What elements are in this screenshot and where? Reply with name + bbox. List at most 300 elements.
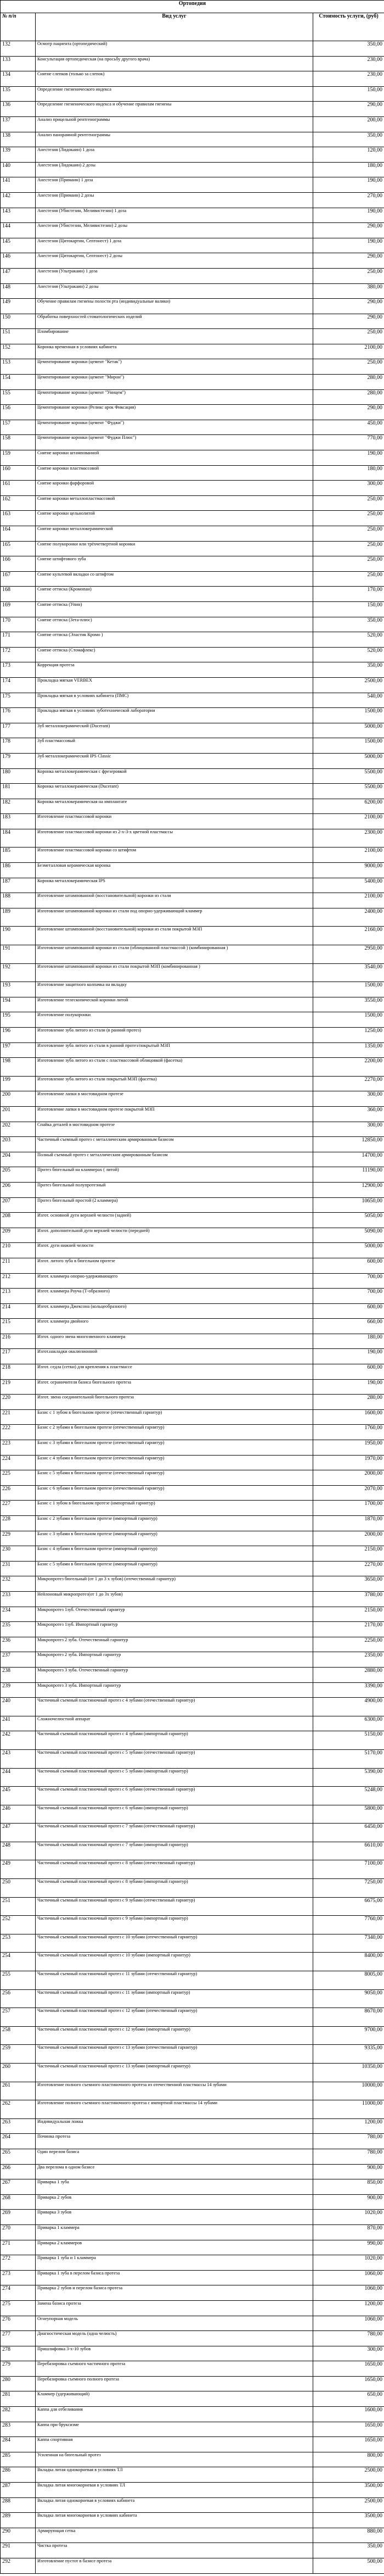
row-price: 1650,00 [313, 2437, 384, 2452]
table-row [1, 1319, 384, 1334]
row-service: Частичный съемный пластиночный протез с 7 зубами (импортный гарнитур) [36, 1842, 313, 1860]
table-row [1, 1842, 384, 1860]
row-number: 152 [1, 344, 36, 359]
row-service: Цементирование коронки (цемент "Фуджи Плюс") [36, 435, 313, 450]
table-row [1, 1953, 384, 1971]
table-row [1, 662, 384, 678]
row-service: Вкладка литая многокорневая в условиях ТЛ [36, 2483, 313, 2498]
row-price: 2070,00 [313, 1485, 384, 1501]
table-row [1, 2361, 384, 2377]
table-row [1, 677, 384, 693]
row-service: Изгот. кламмера Роуча (Т-образного) [36, 1289, 313, 1304]
row-number: 212 [1, 1273, 36, 1289]
column-header-price: Стоимость услуги, (руб) [313, 13, 384, 41]
row-price: 2270,00 [313, 1076, 384, 1091]
row-number: 160 [1, 465, 36, 481]
row-number: 172 [1, 647, 36, 662]
row-service: Базис с 6 зубами в бюгельном протезе (отечественный гарнитур) [36, 1485, 313, 1501]
row-number: 226 [1, 1485, 36, 1501]
row-price: 250,00 [313, 571, 384, 587]
row-service: Осмотр пациента (ортопедический) [36, 41, 313, 57]
row-number: 270 [1, 2224, 36, 2240]
table-row [1, 2422, 384, 2437]
row-number: 287 [1, 2483, 36, 2498]
row-service: Микропротез 1зуб. Импортный гарнитур [36, 1622, 313, 1637]
row-service: Частичный съемный пластиночный протез с 13 зубами (импортный гарнитур) [36, 2064, 313, 2082]
table-row [1, 1561, 384, 1576]
row-price: 2160,00 [313, 927, 384, 945]
row-service: Частичный съемный пластиночный протез с 10 зубами (импортный гарнитур) [36, 1953, 313, 1971]
row-price: 1060,00 [313, 2270, 384, 2285]
row-number: 194 [1, 997, 36, 1012]
row-number: 289 [1, 2513, 36, 2528]
row-service: Вкладка литая однокорневая в условиях ТЛ [36, 2467, 313, 2483]
row-number: 143 [1, 208, 36, 223]
row-service: Базис с 2 зубами в бюгельном протезе (импортный гарнитур) [36, 1516, 313, 1531]
row-price: 700,00 [313, 1273, 384, 1289]
row-service: Изгот. дуги нижней челюсти [36, 1243, 313, 1258]
row-service: Базис с 3 зубами в бюгельном протезе (импортный гарнитур) [36, 1531, 313, 1546]
row-service: Определение гигиенического индекса [36, 86, 313, 102]
table-row [1, 927, 384, 945]
row-number: 140 [1, 162, 36, 177]
row-service: Прокладка мягкая VERBEX [36, 677, 313, 693]
row-service: Частичный съемный пластиночный протез с 5 зубами (импортный гарнитур) [36, 1768, 313, 1787]
row-price: 280,00 [313, 389, 384, 405]
table-row [1, 1379, 384, 1395]
row-price: 5500,00 [313, 784, 384, 799]
row-number: 280 [1, 2376, 36, 2391]
table-row [1, 2194, 384, 2210]
row-service: Снятие полукоронки или трёхчетвертной коронки [36, 541, 313, 556]
row-number: 170 [1, 617, 36, 632]
table-row [1, 1440, 384, 1456]
table-row [1, 1258, 384, 1273]
row-service: Изготовление зуба литого из стали в ранний протез/покрытый МЗП [36, 1042, 313, 1058]
row-number: 266 [1, 2164, 36, 2179]
row-number: 271 [1, 2240, 36, 2255]
table-row [1, 1652, 384, 1668]
row-number: 273 [1, 2270, 36, 2285]
row-service: Сложночелюстной аппарат [36, 1716, 313, 1731]
row-service: Изготовление зуба литого из стали с пластмассовой облицовкой (фасетка) [36, 1058, 313, 1077]
row-price: 2100,00 [313, 893, 384, 908]
table-row [1, 1243, 384, 1258]
row-price: 8005,00 [313, 1971, 384, 1990]
row-number: 286 [1, 2467, 36, 2483]
row-number: 234 [1, 1607, 36, 1622]
table-row [1, 1768, 384, 1787]
table-row [1, 1228, 384, 1243]
row-number: 184 [1, 829, 36, 847]
row-service: Диагностическая модель (одна челюсть) [36, 2331, 313, 2346]
table-row [1, 420, 384, 435]
table-row [1, 1897, 384, 1916]
table-row [1, 2134, 384, 2149]
row-number: 132 [1, 41, 36, 57]
table-row [1, 2316, 384, 2331]
row-service: Микропротез бюгельный (от 1 до 3 х зубов) (отечественный гарнитур) [36, 1576, 313, 1592]
row-number: 259 [1, 2045, 36, 2064]
row-number: 190 [1, 927, 36, 945]
table-row [1, 1167, 384, 1183]
row-service: Коррекция протеза [36, 662, 313, 678]
row-service: Снятие коронки штампованной [36, 450, 313, 466]
table-row [1, 1334, 384, 1349]
row-number: 197 [1, 1042, 36, 1058]
row-price: 500,00 [313, 2558, 384, 2574]
row-price: 11190,00 [313, 1167, 384, 1183]
row-price: 2150,00 [313, 1607, 384, 1622]
row-number: 217 [1, 1349, 36, 1364]
table-row [1, 238, 384, 253]
table-row [1, 2391, 384, 2407]
row-number: 156 [1, 405, 36, 420]
row-number: 237 [1, 1652, 36, 1668]
table-row [1, 963, 384, 982]
row-number: 189 [1, 908, 36, 927]
row-price: 7100,00 [313, 1860, 384, 1879]
row-service: Усиленная на бюгельный протез [36, 2452, 313, 2467]
row-number: 278 [1, 2346, 36, 2361]
row-price: 300,00 [313, 1091, 384, 1107]
row-number: 233 [1, 1591, 36, 1607]
row-number: 174 [1, 677, 36, 693]
row-price: 190,00 [313, 450, 384, 466]
row-price: 2400,00 [313, 908, 384, 927]
table-row [1, 208, 384, 223]
row-service: Базис с 5 зубами в бюгельном протезе (импортный гарнитур) [36, 1561, 313, 1576]
row-price: 170,00 [313, 587, 384, 602]
section-header-row [1, 1, 384, 13]
row-price: 1350,00 [313, 1042, 384, 1058]
row-number: 265 [1, 2149, 36, 2164]
row-price: 14700,00 [313, 1152, 384, 1167]
row-service: Анестезия (Цитокартин, Септонест) 1 доза [36, 238, 313, 253]
row-price: 1650,00 [313, 2422, 384, 2437]
table-row [1, 2407, 384, 2422]
table-row [1, 1805, 384, 1824]
row-number: 177 [1, 723, 36, 738]
row-number: 216 [1, 1334, 36, 1349]
row-number: 254 [1, 1953, 36, 1971]
row-number: 176 [1, 708, 36, 723]
row-price: 290,00 [313, 405, 384, 420]
row-price: 2100,00 [313, 847, 384, 863]
row-service: Изгот. кламмера опорно-удерживающего [36, 1273, 313, 1289]
row-service: Прокладка мягкая в условиях зуботехнической лаборатории [36, 708, 313, 723]
table-row [1, 723, 384, 738]
table-row [1, 1076, 384, 1091]
row-service: Анализ прицельной рентгенограммы [36, 116, 313, 132]
row-price: 1500,00 [313, 1012, 384, 1028]
row-number: 162 [1, 495, 36, 511]
table-row [1, 389, 384, 405]
row-price: 6300,00 [313, 1716, 384, 1731]
row-number: 134 [1, 71, 36, 87]
row-price: 270,00 [313, 192, 384, 208]
row-price: 190,00 [313, 1349, 384, 1364]
row-service: Определение гигиенического индекса и обучение правилам гигиены [36, 102, 313, 117]
row-price: 1700,00 [313, 1501, 384, 1516]
table-row [1, 2452, 384, 2467]
row-price: 600,00 [313, 1364, 384, 1380]
row-price: 10650,00 [313, 1197, 384, 1213]
row-price: 1500,00 [313, 708, 384, 723]
row-price: 2270,00 [313, 1561, 384, 1576]
table-row [1, 1303, 384, 1319]
row-number: 136 [1, 102, 36, 117]
row-number: 257 [1, 2008, 36, 2027]
table-row [1, 1667, 384, 1682]
row-price: 150,00 [313, 601, 384, 617]
row-service: Зуб металлокерамический (Ducerant) [36, 723, 313, 738]
row-service: Снятие коронки металлопластмассовой [36, 495, 313, 511]
table-row [1, 495, 384, 511]
row-price: 520,00 [313, 632, 384, 648]
table-row [1, 753, 384, 768]
row-price: 2170,00 [313, 1622, 384, 1637]
row-number: 198 [1, 1058, 36, 1077]
row-number: 225 [1, 1470, 36, 1486]
row-price: 2500,00 [313, 2467, 384, 2483]
table-row [1, 314, 384, 329]
row-price: 2100,00 [313, 814, 384, 829]
row-price: 9335,00 [313, 2045, 384, 2064]
table-row [1, 1409, 384, 1425]
table-row [1, 1106, 384, 1122]
row-service: Протез бюгельный на кламмерах ( литой) [36, 1167, 313, 1183]
row-service: Вкладка литая однокорневая в условиях кабинета [36, 2497, 313, 2513]
table-row [1, 814, 384, 829]
table-row [1, 2300, 384, 2316]
row-service: Снятие оттиска (Зета-плюс) [36, 617, 313, 632]
table-row [1, 1576, 384, 1592]
row-number: 193 [1, 982, 36, 997]
table-row [1, 2082, 384, 2100]
row-number: 245 [1, 1787, 36, 1805]
row-service: Протез бюгельный полупротезный [36, 1182, 313, 1197]
row-service: Перебазировка съемного частичного протеза [36, 2361, 313, 2377]
table-row [1, 1971, 384, 1990]
table-row [1, 1607, 384, 1622]
table-row [1, 2008, 384, 2027]
table-row [1, 556, 384, 572]
row-price: 5500,00 [313, 768, 384, 784]
row-number: 243 [1, 1749, 36, 1768]
row-number: 196 [1, 1028, 36, 1043]
table-row [1, 1058, 384, 1077]
row-service: Полный съемный протез с металлическим армированным базисом [36, 1152, 313, 1167]
row-service: Снятие культевой вкладки со штифтом [36, 571, 313, 587]
table-row [1, 192, 384, 208]
row-service: Прокладка мягкая в условиях кабинета (ПМС) [36, 693, 313, 708]
row-number: 221 [1, 1409, 36, 1425]
row-service: Частичный съемный пластиночный протез с 11 зубами (импортный гарнитур) [36, 1989, 313, 2008]
row-number: 148 [1, 283, 36, 299]
table-row [1, 223, 384, 238]
table-row [1, 982, 384, 997]
row-service: Коронка металлокерамическая с фрезеровкой [36, 768, 313, 784]
row-number: 187 [1, 878, 36, 893]
row-service: Изгот.накладки окклюзионной [36, 1349, 313, 1364]
row-number: 229 [1, 1531, 36, 1546]
row-price: 280,00 [313, 375, 384, 390]
row-service: Анестезия (Ультракаин) 1 доза [36, 268, 313, 283]
row-price: 200,00 [313, 116, 384, 132]
row-price: 2200,00 [313, 1058, 384, 1077]
table-row [1, 1091, 384, 1107]
row-price: 190,00 [313, 238, 384, 253]
row-service: Базис с 2 зубами в бюгельном протезе (отечественный гарнитур) [36, 1425, 313, 1440]
row-price: 6610,00 [313, 1842, 384, 1860]
row-price: 250,00 [313, 541, 384, 556]
row-price: 900,00 [313, 2194, 384, 2210]
table-row [1, 2483, 384, 2498]
row-number: 203 [1, 1137, 36, 1152]
table-row [1, 2255, 384, 2271]
table-row [1, 86, 384, 102]
table-row [1, 2285, 384, 2301]
table-row [1, 1213, 384, 1228]
row-number: 230 [1, 1546, 36, 1562]
row-service: Базис с 4 зубами в бюгельном протезе (отечественный гарнитур) [36, 1455, 313, 1470]
row-number: 181 [1, 784, 36, 799]
table-row [1, 2270, 384, 2285]
row-service: Частичный съемный пластиночный протез с 4 зубами (импортный гарнитур) [36, 1731, 313, 1750]
row-price: 6675,00 [313, 1897, 384, 1916]
row-number: 223 [1, 1440, 36, 1456]
row-number: 133 [1, 56, 36, 71]
row-price: 800,00 [313, 2452, 384, 2467]
row-service: Снятие оттиска (Упин) [36, 601, 313, 617]
row-service: Изгот. ограничителя базиса бюгельного протеза [36, 1379, 313, 1395]
row-number: 155 [1, 389, 36, 405]
row-price: 350,00 [313, 41, 384, 57]
row-service: Частичный съемный пластиночный протез с 13 зубами (отечественный гарнитур) [36, 2045, 313, 2064]
row-price: 360,00 [313, 1106, 384, 1122]
row-service: Приварка 1 зуба в перелом базиса протеза [36, 2270, 313, 2285]
row-number: 149 [1, 299, 36, 314]
row-service: Микропротез 3 зуба. Импортный гарнитур [36, 1682, 313, 1698]
row-service: Индивидуальная ложка [36, 2118, 313, 2134]
row-number: 220 [1, 1395, 36, 1410]
row-price: 5000,00 [313, 723, 384, 738]
row-service: Снятие коронки пластмассовой [36, 465, 313, 481]
row-price: 1020,00 [313, 2255, 384, 2271]
row-number: 235 [1, 1622, 36, 1637]
row-service: Цементирование коронки (Реликс арок Фиксация) [36, 405, 313, 420]
row-service: Один перелом базиса [36, 2149, 313, 2164]
row-price: 2250,00 [313, 1637, 384, 1652]
row-number: 239 [1, 1682, 36, 1698]
row-number: 244 [1, 1768, 36, 1787]
row-price: 5000,00 [313, 753, 384, 768]
table-row [1, 1716, 384, 1731]
row-price: 2950,00 [313, 945, 384, 964]
row-number: 144 [1, 223, 36, 238]
row-number: 264 [1, 2134, 36, 2149]
row-service: Спайка деталей в мостовидном протезе [36, 1122, 313, 1137]
row-service: Два перелома в одном базисе [36, 2164, 313, 2179]
table-row [1, 1989, 384, 2008]
row-service: Частичный съемный пластиночный протез с 12 зубами (импортный гарнитур) [36, 2026, 313, 2045]
row-price: 780,00 [313, 2149, 384, 2164]
row-number: 272 [1, 2255, 36, 2271]
row-number: 200 [1, 1091, 36, 1107]
table-row [1, 863, 384, 878]
row-number: 275 [1, 2300, 36, 2316]
row-number: 288 [1, 2497, 36, 2513]
row-number: 255 [1, 1971, 36, 1990]
row-price: 250,00 [313, 526, 384, 542]
row-number: 206 [1, 1182, 36, 1197]
row-service: Изготовление штампованной (восстановительной) коронки из стали [36, 893, 313, 908]
row-price: 5000,00 [313, 1243, 384, 1258]
table-row [1, 1501, 384, 1516]
table-row [1, 2164, 384, 2179]
table-row [1, 1637, 384, 1652]
row-number: 164 [1, 526, 36, 542]
row-service: Снятие слепков (только за слепок) [36, 71, 313, 87]
row-price: 250,00 [313, 359, 384, 375]
row-number: 283 [1, 2422, 36, 2437]
row-price: 880,00 [313, 2528, 384, 2543]
row-service: Изготовление пластмассовой коронки [36, 814, 313, 829]
row-price: 5248,00 [313, 1787, 384, 1805]
row-price: 5090,00 [313, 1228, 384, 1243]
table-row [1, 1182, 384, 1197]
row-number: 137 [1, 116, 36, 132]
row-number: 247 [1, 1824, 36, 1842]
row-service: Изготовление полного съемного пластиночного протеза с импортной пластмассы 14 зубами [36, 2100, 313, 2119]
row-price: 1600,00 [313, 1409, 384, 1425]
row-service: Изготовление штампованной (восстановительной) коронки из стали покрытой МЗП [36, 927, 313, 945]
row-service: Коронка металлокерамическая (Ducerant) [36, 784, 313, 799]
row-service: Приварка 1 зуба и 1 кламмера [36, 2255, 313, 2271]
row-service: Изгот. седла (сетки) для крепления к пластмассе [36, 1364, 313, 1380]
row-price: 3500,00 [313, 2483, 384, 2498]
row-price: 1500,00 [313, 982, 384, 997]
row-price: 380,00 [313, 283, 384, 299]
row-price: 120,00 [313, 147, 384, 163]
row-service: Изгот. основной дуги верхней челюсти (задней) [36, 1213, 313, 1228]
table-row [1, 632, 384, 648]
table-row [1, 71, 384, 87]
row-price: 180,00 [313, 162, 384, 177]
table-row [1, 829, 384, 847]
row-number: 252 [1, 1916, 36, 1934]
table-row [1, 329, 384, 344]
row-service: Частичный съемный пластиночный протез с 8 зубами (отечественный гарнитур) [36, 1860, 313, 1879]
row-number: 186 [1, 863, 36, 878]
row-number: 261 [1, 2082, 36, 2100]
row-price: 230,00 [313, 56, 384, 71]
row-service: Изготовление лапки в мостовидном протезе [36, 1091, 313, 1107]
row-price: 250,00 [313, 268, 384, 283]
row-service: Изготовление зуба литого из стали (в ранний протез) [36, 1028, 313, 1043]
row-service: Приварка 2 кламмеров [36, 2240, 313, 2255]
row-service: Снятие коронки цельнолитой [36, 511, 313, 526]
row-price: 250,00 [313, 556, 384, 572]
row-service: Базис с 1 зубом в бюгельном протезе (отечественный гарнитур) [36, 1409, 313, 1425]
row-price: 9000,00 [313, 863, 384, 878]
table-row [1, 177, 384, 193]
table-row [1, 2026, 384, 2045]
row-price: 1760,00 [313, 1425, 384, 1440]
row-number: 222 [1, 1425, 36, 1440]
row-service: Замена базиса протеза [36, 2300, 313, 2316]
